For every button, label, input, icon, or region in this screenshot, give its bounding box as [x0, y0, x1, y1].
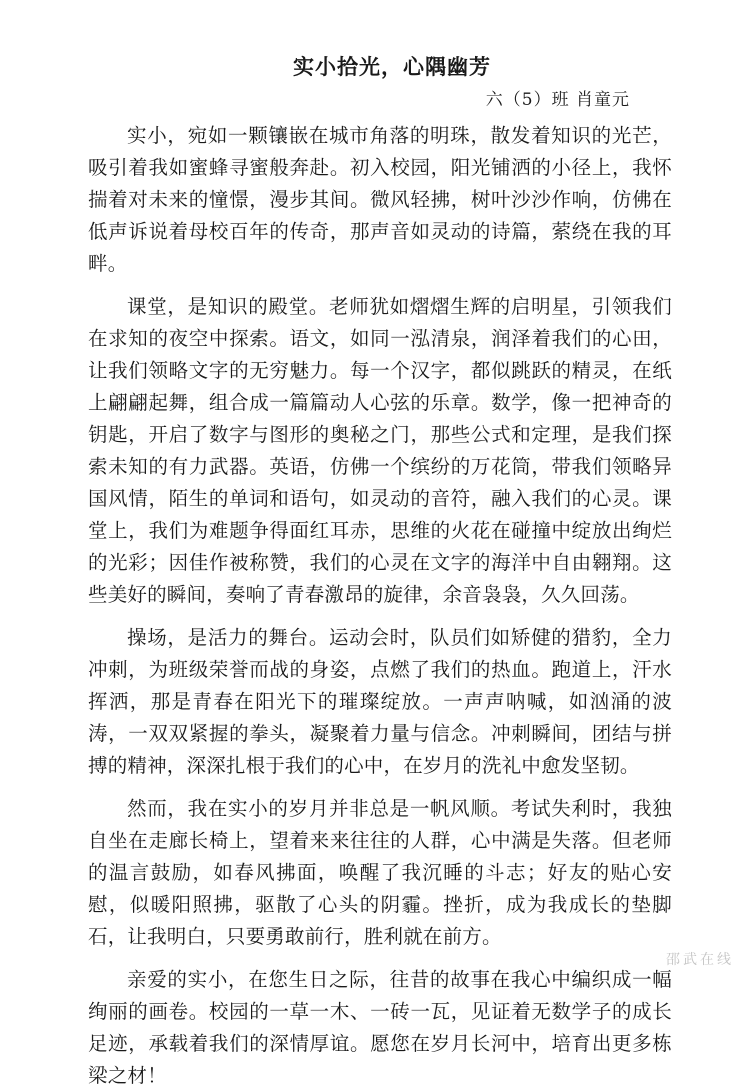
- paragraph-4: 然而，我在实小的岁月并非总是一帆风顺。考试失利时，我独自坐在走廊长椅上，望着来来往往的人群，心中满是失落。但老师的温言鼓励，如春风拂面，唤醒了我沉睡的斗志；好友的贴心安慰，似暖阳照拂，驱散了心头的阴霾。挫折，成为我成长的垫脚石，让我明白，只要勇敢前行，胜利就在前方。: [88, 797, 672, 948]
- paragraph-5: 亲爱的实小，在您生日之际，往昔的故事在我心中编织成一幅绚丽的画卷。校园的一草一木、一砖一瓦，见证着无数学子的成长足迹，承载着我们的深情厚谊。愿您在岁月长河中，培育出更多栋梁之材！: [88, 968, 672, 1087]
- article-title: 实小拾光，心隅幽芳: [293, 55, 491, 79]
- author-byline: 六（5）班 肖童元: [485, 90, 630, 110]
- site-watermark: 邵武在线: [666, 952, 734, 968]
- paragraph-1: 实小，宛如一颗镶嵌在城市角落的明珠，散发着知识的光芒，吸引着我如蜜蜂寻蜜般奔赴。初入校园，阳光铺洒的小径上，我怀揣着对未来的憧憬，漫步其间。微风轻拂，树叶沙沙作响，仿佛在低声诉说着母校百年的传奇，那声音如灵动的诗篇，萦绕在我的耳畔。: [88, 124, 672, 275]
- paragraph-2: 课堂，是知识的殿堂。老师犹如熠熠生辉的启明星，引领我们在求知的夜空中探索。语文，如同一泓清泉，润泽着我们的心田，让我们领略文字的无穷魅力。每一个汉字，都似跳跃的精灵，在纸上翩翩起舞，组合成一篇篇动人心弦的乐章。数学，像一把神奇的钥匙，开启了数字与图形的奥秘之门，那些公式和定理，是我们探索未知的有力武器。英语，仿佛一个缤纷的万花筒，带我们领略异国风情，陌生的单词和语句，如灵动的音符，融入我们的心灵。课堂上，我们为难题争得面红耳赤，思维的火花在碰撞中绽放出绚烂的光彩；因佳作被称赞，我们的心灵在文字的海洋中自由翱翔。这些美好的瞬间，奏响了青春激昂的旋律，余音袅袅，久久回荡。: [88, 295, 672, 606]
- paragraph-3: 操场，是活力的舞台。运动会时，队员们如矫健的猎豹，全力冲刺，为班级荣誉而战的身姿，点燃了我们的热血。跑道上，汗水挥洒，那是青春在阳光下的璀璨绽放。一声声呐喊，如汹涌的波涛，一双双紧握的拳头，凝聚着力量与信念。冲刺瞬间，团结与拼搏的精神，深深扎根于我们的心中，在岁月的洗礼中愈发坚韧。: [88, 626, 672, 777]
